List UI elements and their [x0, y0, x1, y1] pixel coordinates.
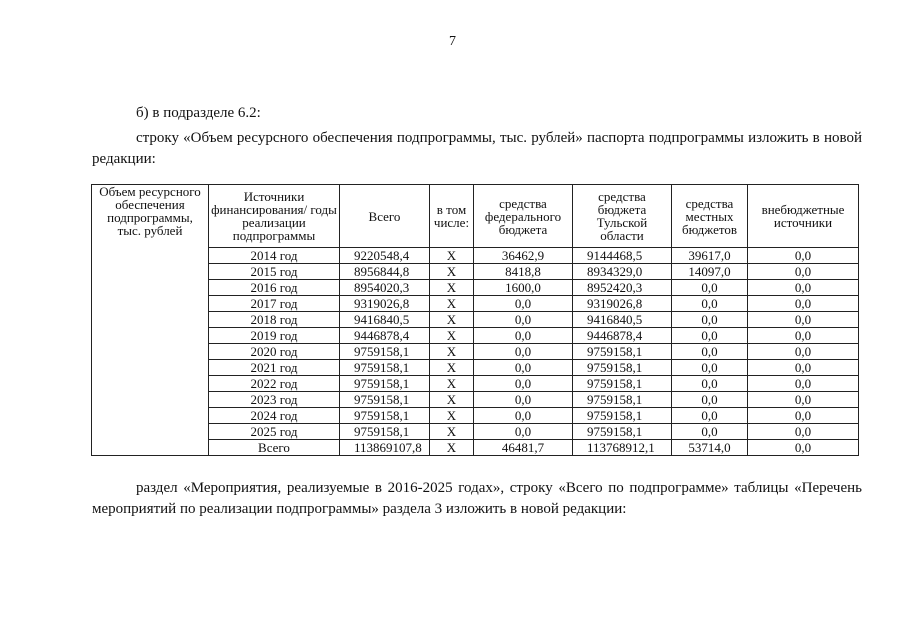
including-cell: X — [430, 248, 474, 264]
regional-cell: 9144468,5 — [573, 248, 672, 264]
extrabudget-cell: 0,0 — [748, 312, 859, 328]
extrabudget-cell: 0,0 — [748, 360, 859, 376]
year-cell: 2014 год — [209, 248, 340, 264]
year-cell: Всего — [209, 440, 340, 456]
extrabudget-cell: 0,0 — [748, 280, 859, 296]
federal-cell: 0,0 — [474, 328, 573, 344]
year-cell: 2025 год — [209, 424, 340, 440]
regional-cell: 9416840,5 — [573, 312, 672, 328]
header-total: Всего — [340, 185, 430, 248]
including-cell: X — [430, 360, 474, 376]
total-cell: 9759158,1 — [340, 376, 430, 392]
year-cell: 2019 год — [209, 328, 340, 344]
extrabudget-cell: 0,0 — [748, 440, 859, 456]
local-cell: 0,0 — [672, 360, 748, 376]
including-cell: X — [430, 392, 474, 408]
header-regional: средства бюджета Тульской области — [573, 185, 672, 248]
including-cell: X — [430, 376, 474, 392]
local-cell: 0,0 — [672, 344, 748, 360]
regional-cell: 9759158,1 — [573, 360, 672, 376]
header-extrabudget: внебюджетные источники — [748, 185, 859, 248]
federal-cell: 0,0 — [474, 392, 573, 408]
total-cell: 9319026,8 — [340, 296, 430, 312]
federal-cell: 0,0 — [474, 424, 573, 440]
including-cell: X — [430, 408, 474, 424]
local-cell: 0,0 — [672, 392, 748, 408]
regional-cell: 9759158,1 — [573, 344, 672, 360]
regional-cell: 113768912,1 — [573, 440, 672, 456]
including-cell: X — [430, 424, 474, 440]
local-cell: 0,0 — [672, 312, 748, 328]
total-cell: 113869107,8 — [340, 440, 430, 456]
resource-table — [91, 184, 859, 456]
year-cell: 2017 год — [209, 296, 340, 312]
header-federal: средства федерального бюджета — [474, 185, 573, 248]
federal-cell: 0,0 — [474, 408, 573, 424]
total-cell: 9759158,1 — [340, 424, 430, 440]
federal-cell: 0,0 — [474, 344, 573, 360]
regional-cell: 9759158,1 — [573, 376, 672, 392]
regional-cell: 9759158,1 — [573, 408, 672, 424]
header-local: средства местных бюджетов — [672, 185, 748, 248]
subsection-heading: б) в подразделе 6.2: — [136, 105, 261, 121]
federal-cell: 0,0 — [474, 312, 573, 328]
including-cell: X — [430, 440, 474, 456]
total-cell: 8954020,3 — [340, 280, 430, 296]
federal-cell: 0,0 — [474, 296, 573, 312]
local-cell: 53714,0 — [672, 440, 748, 456]
including-cell: X — [430, 328, 474, 344]
local-cell: 39617,0 — [672, 248, 748, 264]
extrabudget-cell: 0,0 — [748, 424, 859, 440]
header-sources: Источники финансирования/ годы реализации подпрограммы — [209, 185, 340, 248]
extrabudget-cell: 0,0 — [748, 408, 859, 424]
extrabudget-cell: 0,0 — [748, 392, 859, 408]
year-cell: 2015 год — [209, 264, 340, 280]
regional-cell: 9759158,1 — [573, 392, 672, 408]
including-cell: X — [430, 344, 474, 360]
section-paragraph: раздел «Мероприятия, реализуемые в 2016-2025 годах», строку «Всего по подпрограмме» таблицы «Перечень мероприятий по реализации подпрограммы» раздела 3 изложить в новой редакции: — [92, 480, 862, 517]
local-cell: 0,0 — [672, 296, 748, 312]
total-cell: 8956844,8 — [340, 264, 430, 280]
year-cell: 2020 год — [209, 344, 340, 360]
regional-cell: 9446878,4 — [573, 328, 672, 344]
regional-cell: 8934329,0 — [573, 264, 672, 280]
table-header-row — [92, 185, 859, 248]
federal-cell: 36462,9 — [474, 248, 573, 264]
year-cell: 2018 год — [209, 312, 340, 328]
regional-cell: 9319026,8 — [573, 296, 672, 312]
local-cell: 0,0 — [672, 376, 748, 392]
local-cell: 0,0 — [672, 328, 748, 344]
federal-cell: 0,0 — [474, 360, 573, 376]
including-cell: X — [430, 264, 474, 280]
page-number: 7 — [449, 34, 456, 49]
year-cell: 2021 год — [209, 360, 340, 376]
header-including: в том числе: — [430, 185, 474, 248]
total-cell: 9759158,1 — [340, 392, 430, 408]
extrabudget-cell: 0,0 — [748, 344, 859, 360]
federal-cell: 1600,0 — [474, 280, 573, 296]
total-cell: 9759158,1 — [340, 360, 430, 376]
total-cell: 9759158,1 — [340, 344, 430, 360]
total-cell: 9416840,5 — [340, 312, 430, 328]
extrabudget-cell: 0,0 — [748, 264, 859, 280]
row-header-cell: Объем ресурсного обеспечения подпрограммы, тыс. рублей — [92, 185, 209, 456]
instruction-paragraph: строку «Объем ресурсного обеспечения подпрограммы, тыс. рублей» паспорта подпрограммы изложить в новой редакции: — [92, 130, 862, 167]
total-cell: 9220548,4 — [340, 248, 430, 264]
federal-cell: 46481,7 — [474, 440, 573, 456]
local-cell: 14097,0 — [672, 264, 748, 280]
year-cell: 2023 год — [209, 392, 340, 408]
local-cell: 0,0 — [672, 280, 748, 296]
extrabudget-cell: 0,0 — [748, 296, 859, 312]
local-cell: 0,0 — [672, 408, 748, 424]
year-cell: 2022 год — [209, 376, 340, 392]
total-cell: 9759158,1 — [340, 408, 430, 424]
local-cell: 0,0 — [672, 424, 748, 440]
regional-cell: 9759158,1 — [573, 424, 672, 440]
federal-cell: 0,0 — [474, 376, 573, 392]
regional-cell: 8952420,3 — [573, 280, 672, 296]
total-cell: 9446878,4 — [340, 328, 430, 344]
including-cell: X — [430, 296, 474, 312]
extrabudget-cell: 0,0 — [748, 328, 859, 344]
federal-cell: 8418,8 — [474, 264, 573, 280]
year-cell: 2016 год — [209, 280, 340, 296]
including-cell: X — [430, 280, 474, 296]
extrabudget-cell: 0,0 — [748, 248, 859, 264]
extrabudget-cell: 0,0 — [748, 376, 859, 392]
year-cell: 2024 год — [209, 408, 340, 424]
including-cell: X — [430, 312, 474, 328]
